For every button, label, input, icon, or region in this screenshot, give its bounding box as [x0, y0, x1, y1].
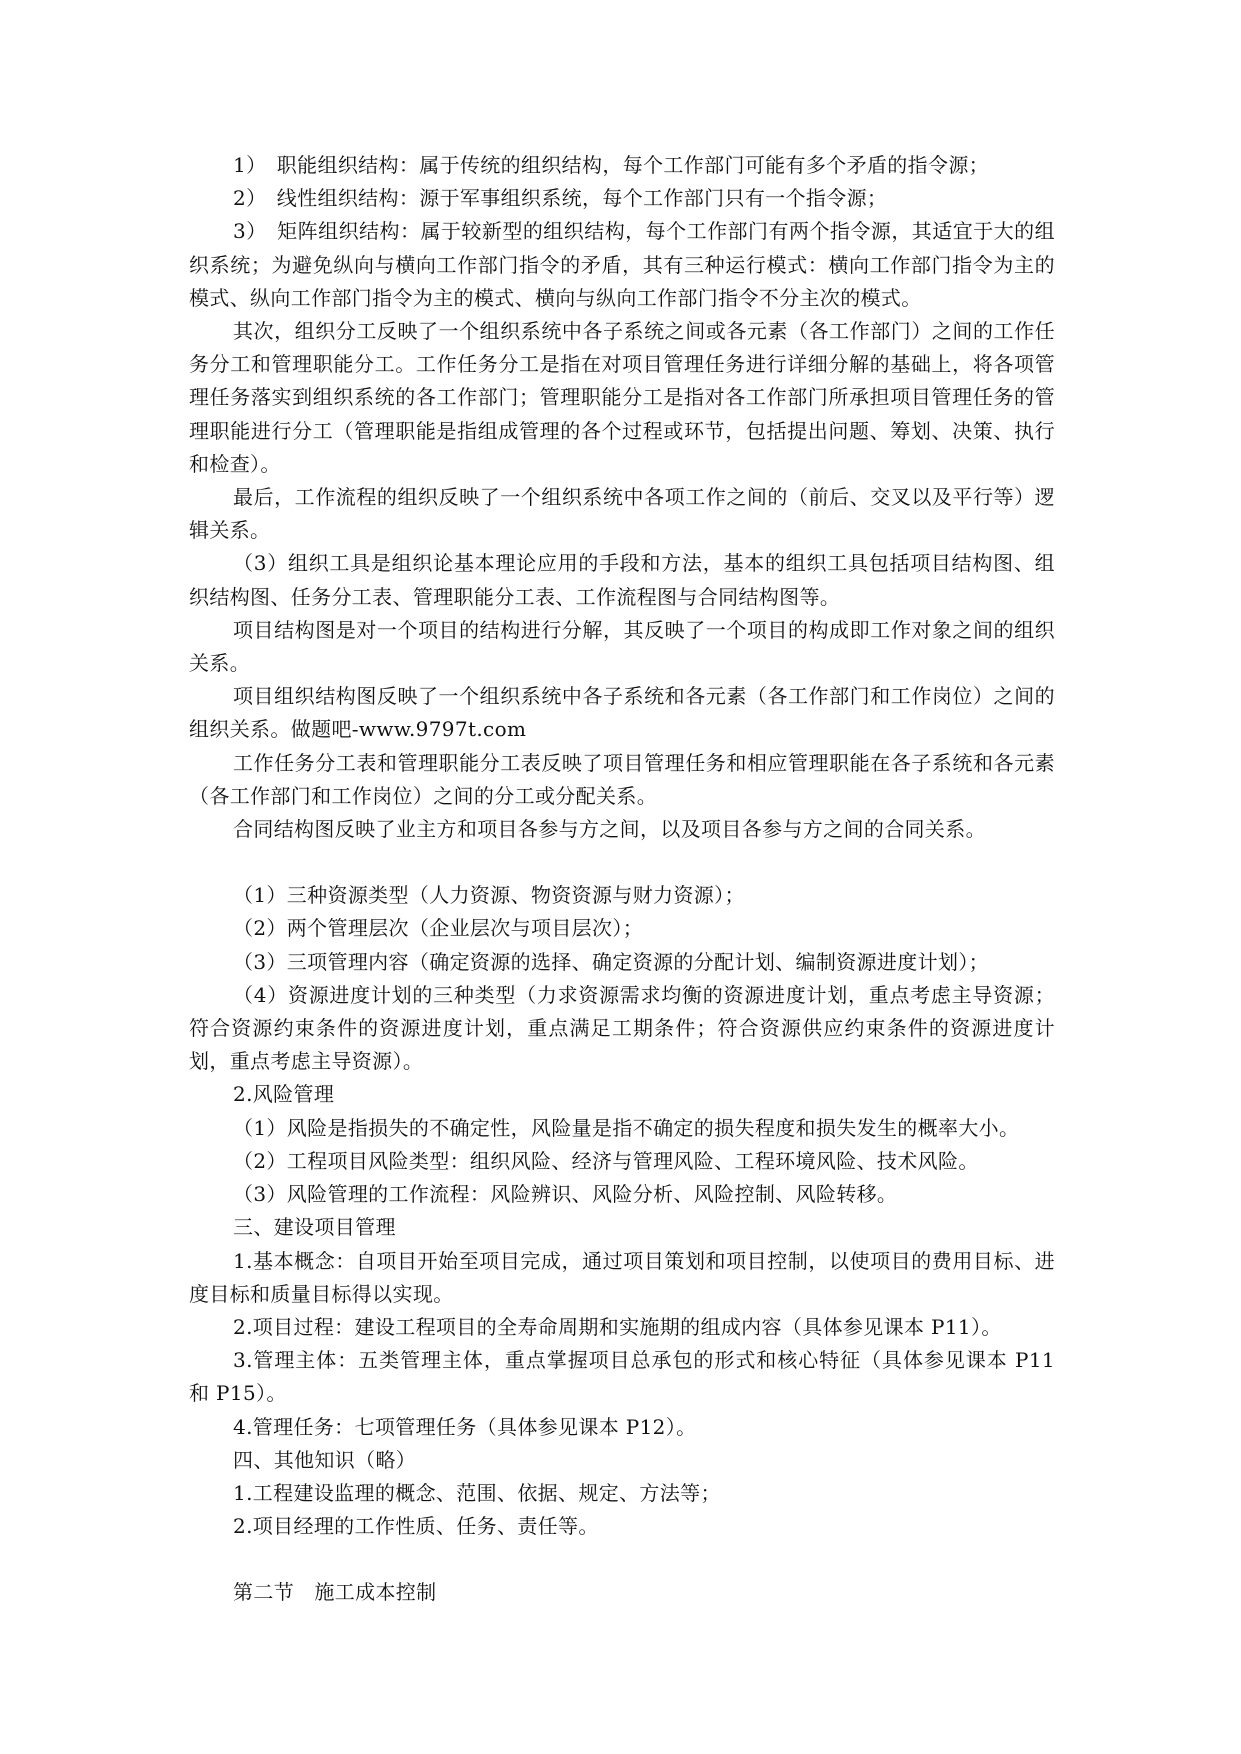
- paragraph-matrix-structure: 3） 矩阵组织结构：属于较新型的组织结构，每个工作部门有两个指令源，其适宜于大的组织系统；为避免纵向与横向工作部门指令的矛盾，其有三种运行模式：横向工作部门指令为主的模式、纵向工作部门指令为主的模式、横向与纵向工作部门指令不分主次的模式。: [189, 219, 1055, 310]
- heading-construction-project-management: 三、建设项目管理: [233, 1215, 396, 1240]
- paragraph-basic-concept: 1.基本概念：自项目开始至项目完成，通过项目策划和项目控制，以使项目的费用目标、进度目标和质量目标得以实现。: [189, 1248, 1055, 1306]
- paragraph-risk-types: （2）工程项目风险类型：组织风险、经济与管理风险、工程环境风险、技术风险。: [233, 1148, 979, 1173]
- paragraph-project-manager: 2.项目经理的工作性质、任务、责任等。: [233, 1514, 599, 1539]
- paragraph-functional-structure: 1） 职能组织结构：属于传统的组织结构，每个工作部门可能有多个矛盾的指令源；: [233, 153, 990, 177]
- paragraph-organization-tools: （3）组织工具是组织论基本理论应用的手段和方法，基本的组织工具包括项目结构图、组织结构图、任务分工表、管理职能分工表、工作流程图与合同结构图等。: [189, 551, 1055, 609]
- paragraph-management-content: （3）三项管理内容（确定资源的选择、确定资源的分配计划、编制资源进度计划）；: [233, 949, 990, 974]
- paragraph-division-of-work: 其次，组织分工反映了一个组织系统中各子系统之间或各元素（各工作部门）之间的工作任务分工和管理职能分工。工作任务分工是指在对项目管理任务进行详细分解的基础上，将各项管理任务落实到组织系统的各工作部门；管理职能分工是指对各工作部门所承担项目管理任务的管理职能进行分工（管理职能是指组成管理的各个过程或环节，包括提出问题、筹划、决策、执行和检查）。: [189, 319, 1055, 476]
- section-heading-cost-control: 第二节 施工成本控制: [233, 1580, 437, 1605]
- paragraph-management-levels: （2）两个管理层次（企业层次与项目层次）；: [233, 916, 644, 941]
- paragraph-supervision: 1.工程建设监理的概念、范围、依据、规定、方法等；: [233, 1480, 721, 1505]
- paragraph-task-division-table: 工作任务分工表和管理职能分工表反映了项目管理任务和相应管理职能在各子系统和各元素（各工作部门和工作岗位）之间的分工或分配关系。: [189, 750, 1055, 808]
- paragraph-linear-structure: 2） 线性组织结构：源于军事组织系统，每个工作部门只有一个指令源；: [233, 186, 888, 211]
- paragraph-management-subject: 3.管理主体：五类管理主体，重点掌握项目总承包的形式和核心特征（具体参见课本 P11 和 P15）。: [189, 1348, 1055, 1406]
- paragraph-management-tasks: 4.管理任务：七项管理任务（具体参见课本 P12）。: [233, 1414, 697, 1439]
- paragraph-risk-definition: （1）风险是指损失的不确定性，风险量是指不确定的损失程度和损失发生的概率大小。: [233, 1115, 1020, 1140]
- paragraph-project-structure-chart: 项目结构图是对一个项目的结构进行分解，其反映了一个项目的构成即工作对象之间的组织关系。: [189, 617, 1055, 676]
- paragraph-workflow: 最后，工作流程的组织反映了一个组织系统中各项工作之间的（前后、交叉以及平行等）逻辑关系。: [189, 485, 1055, 543]
- paragraph-project-process: 2.项目过程：建设工程项目的全寿命周期和实施期的组成内容（具体参见课本 P11）。: [233, 1314, 1002, 1339]
- paragraph-organization-chart: 项目组织结构图反映了一个组织系统中各子系统和各元素（各工作部门和工作岗位）之间的组织关系。做题吧-www.9797t.com: [189, 684, 1055, 742]
- paragraph-resource-schedule-types: （4）资源进度计划的三种类型（力求资源需求均衡的资源进度计划，重点考虑主导资源；符合资源约束条件的资源进度计划，重点满足工期条件；符合资源供应约束条件的资源进度计划，重点考虑主导资源）。: [189, 982, 1055, 1074]
- heading-risk-management: 2.风险管理: [233, 1082, 335, 1107]
- document-body: [189, 149, 1055, 1610]
- paragraph-risk-workflow: （3）风险管理的工作流程：风险辨识、风险分析、风险控制、风险转移。: [233, 1182, 898, 1207]
- heading-other-knowledge: 四、其他知识（略）: [233, 1447, 417, 1472]
- paragraph-contract-structure: 合同结构图反映了业主方和项目各参与方之间，以及项目各参与方之间的合同关系。: [233, 817, 986, 842]
- paragraph-resource-types: （1）三种资源类型（人力资源、物资资源与财力资源）；: [233, 883, 745, 908]
